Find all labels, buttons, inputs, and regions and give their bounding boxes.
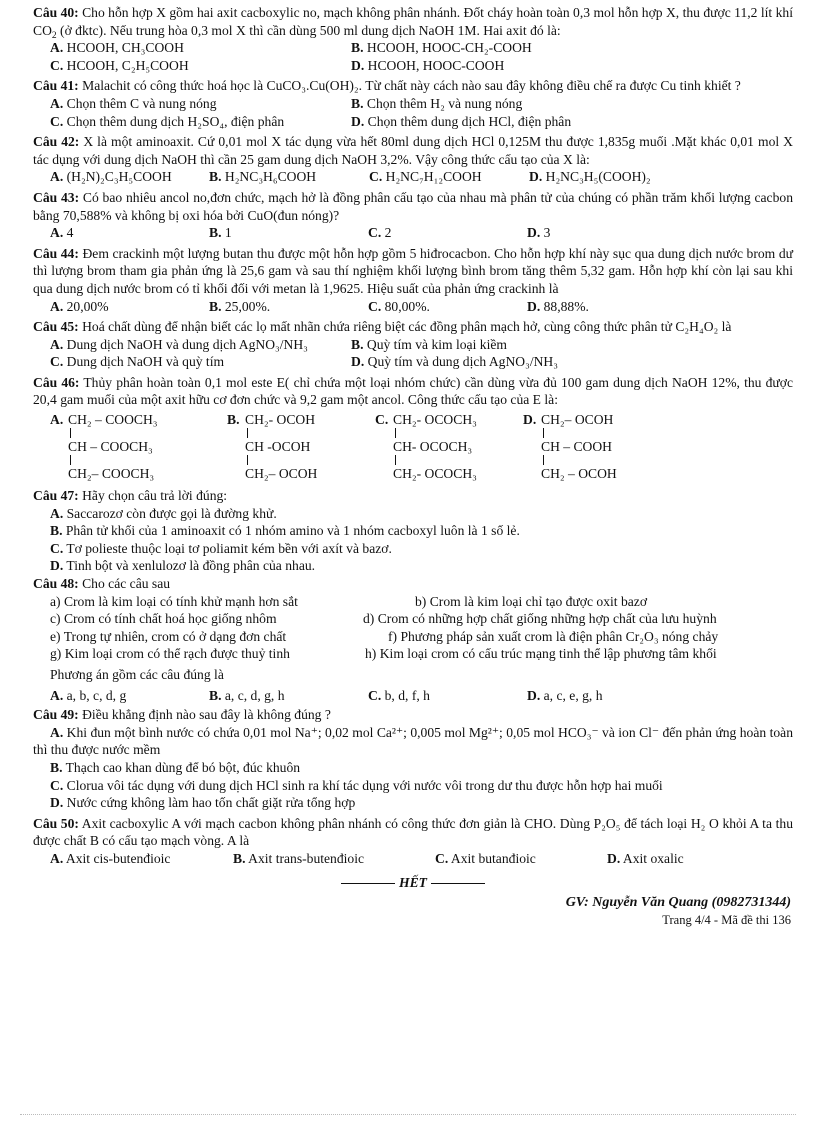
option-label: B. — [209, 687, 222, 703]
question-prompt: Phương án gồm các câu đúng là — [50, 667, 224, 682]
options-row — [33, 850, 793, 868]
bond-line — [543, 455, 544, 465]
option-label: C. — [50, 354, 64, 370]
option-label: A. — [50, 225, 64, 241]
option-text: Dung dịch NaOH và quỳ tím — [66, 354, 225, 370]
option-text: Quỳ tím và kim loại kiềm — [366, 336, 507, 352]
option-label: D. — [529, 169, 543, 185]
structure-option-b — [227, 411, 375, 485]
question-45 — [33, 318, 793, 336]
formula-line: CH₂– OCOH — [245, 466, 318, 482]
question-42 — [33, 133, 793, 168]
statement-row — [33, 610, 793, 628]
option-text: (H₂N)₂C₃H₅COOH — [66, 169, 172, 185]
formula-line: CH – COOCH₃ — [68, 439, 153, 455]
option-text: H₂NC₃H₅(COOH)₂ — [545, 169, 651, 185]
option-label: A. — [50, 724, 64, 740]
option-text: Khi đun một bình nước có chứa 0,01 mol Na⁺; 0,02 mol Ca²⁺; 0,005 mol Mg²⁺; 0,05 mol HCO₃⁻ và ion Cl⁻ đến phản ứng hoàn toàn thì thu được nước mềm — [33, 724, 793, 758]
option-label: A. — [50, 850, 64, 866]
option-text: H₂NC₃H₆COOH — [224, 169, 317, 185]
option-label: C. — [435, 850, 449, 866]
question-number: Câu 42: — [33, 134, 80, 150]
question-number: Câu 43: — [33, 189, 80, 205]
options-row — [33, 168, 793, 186]
option-text: Chọn thêm dung dịch HCl, điện phân — [367, 113, 572, 129]
question-43 — [33, 189, 793, 224]
question-text: X là một aminoaxit. Cứ 0,01 mol X tác dụng vừa hết 80ml dung dịch HCl 0,125M thu được 1,835g muối .Mặt khác 0,01 mol X tác dụng với dung dịch NaOH thì cần 25 gam dung dịch NaOH 3,2%. Vậy công thức cấu tạo của X là: — [33, 134, 793, 167]
question-44 — [33, 245, 793, 298]
options-row — [33, 336, 793, 354]
option-label: A. — [50, 336, 64, 352]
question-number: Câu 44: — [33, 245, 79, 261]
question-text: Thủy phân hoàn toàn 0,1 mol este E( chỉ chứa một loại nhóm chức) cần dùng vừa đủ 100 gam dung dịch NaOH 12%, thu được 20,4 gam muối của một axit hữu cơ đơn chức và 9,2 gam một ancol. Công thức cấu tạo của E là: — [33, 374, 793, 408]
options-row — [33, 687, 793, 705]
end-marker — [33, 874, 793, 892]
option-label: D. — [527, 225, 541, 241]
options-row — [33, 113, 793, 131]
statement-row — [33, 628, 793, 646]
question-text: Cho các câu sau — [78, 576, 171, 592]
question-number: Câu 47: — [33, 488, 79, 504]
option-text: b, d, f, h — [384, 687, 430, 703]
option — [33, 777, 793, 795]
question-text: Điều khẳng định nào sau đây là không đúng ? — [78, 707, 331, 723]
option-label: D. — [351, 113, 365, 129]
option-label: A. — [50, 505, 64, 521]
statement: b) Crom là kim loại chỉ tạo được oxit bazơ — [415, 593, 648, 609]
structure-option-c — [375, 411, 523, 485]
option-text: Thạch cao khan dùng để bó bột, đúc khuôn — [65, 759, 301, 775]
option-text: 2 — [384, 225, 392, 241]
option-label: B. — [209, 169, 222, 185]
options-row — [33, 39, 793, 57]
option-label: B. — [351, 40, 364, 56]
options-row — [33, 353, 793, 371]
option-label: B. — [50, 523, 63, 539]
option-label: B. — [50, 759, 63, 775]
option-text: Nước cứng không làm hao tốn chất giặt rửa tổng hợp — [66, 795, 356, 811]
option-label: C. — [50, 540, 64, 556]
option-text: H₂NC₇H₁₂COOH — [385, 169, 482, 185]
question-number: Câu 48: — [33, 576, 79, 592]
formula-line: CH₂- OCOCH₃ — [393, 412, 477, 428]
option-label: C. — [50, 777, 64, 793]
bond-line — [247, 428, 248, 438]
question-text: Hãy chọn câu trả lời đúng: — [78, 488, 228, 504]
option-label: C. — [368, 225, 382, 241]
option-label: B. — [209, 225, 222, 241]
option-text: 20,00% — [66, 298, 109, 314]
bond-line — [395, 455, 396, 465]
option-label: D. — [351, 57, 365, 73]
formula-line: CH – COOH — [541, 439, 612, 455]
option-text: HCOOH, C₂H₅COOH — [66, 57, 189, 73]
bond-line — [247, 455, 248, 465]
option-text: Axit trans-butenđioic — [248, 850, 365, 866]
question-41 — [33, 77, 793, 95]
question-number: Câu 40: — [33, 5, 79, 20]
statement: c) Crom có tính chất hoá học giống nhôm — [50, 611, 277, 627]
option-text: HCOOH, CH₃COOH — [66, 40, 184, 56]
option-text: 1 — [224, 225, 232, 241]
option-label: D. — [527, 298, 541, 314]
statement: f) Phương pháp sản xuất crom là điện phân Cr₂O₃ nóng chảy — [388, 628, 719, 644]
option-text: 3 — [543, 225, 551, 241]
option-text: Chọn thêm dung dịch H₂SO₄, điện phân — [66, 113, 285, 129]
option-label: B. — [209, 298, 222, 314]
bond-line — [395, 428, 396, 438]
question-50 — [33, 815, 793, 850]
option — [33, 522, 793, 540]
option-label: D. — [523, 412, 537, 428]
question-text: Hoá chất dùng để nhận biết các lọ mất nhãn chứa riêng biệt các đồng phân mạch hở, cùng công thức phân tử C₂H₄O₂ là — [78, 319, 732, 335]
formula-line: CH₂ – COOCH₃ — [68, 412, 158, 428]
option-text: Tinh bột và xenlulozơ là đồng phân của nhau. — [66, 558, 316, 574]
options-row — [33, 95, 793, 113]
option-text: Dung dịch NaOH và dung dịch AgNO₃/NH₃ — [66, 336, 308, 352]
question-47 — [33, 487, 793, 505]
statement: h) Kim loại crom có cấu trúc mạng tinh thể lập phương tâm khối — [365, 646, 717, 662]
structure-option-a — [50, 411, 227, 485]
option-label: C. — [368, 298, 382, 314]
question-46 — [33, 374, 793, 409]
option — [33, 724, 793, 759]
question-48 — [33, 575, 793, 593]
option-text: Axit oxalic — [622, 850, 684, 866]
option-label: B. — [351, 95, 364, 111]
option-label: A. — [50, 298, 64, 314]
option-label: B. — [227, 412, 240, 428]
question-40 — [33, 4, 793, 39]
structure-options — [33, 411, 793, 485]
bond-line — [70, 455, 71, 465]
option — [33, 794, 793, 812]
option-label: C. — [368, 687, 382, 703]
options-row — [33, 57, 793, 75]
option-label: D. — [50, 558, 64, 574]
statement: g) Kim loại crom có thể rạch được thuỷ tinh — [50, 646, 290, 662]
question-text: Cho hỗn hợp X gồm hai axit cacboxylic no, mạch không phân nhánh. Đốt cháy hoàn toàn 0,3 mol hỗn hợp X, thu được 11,2 lít khí CO — [33, 5, 793, 38]
formula-line: CH₂- OCOCH₃ — [393, 466, 477, 482]
question-text: Malachit có công thức hoá học là CuCO₃.Cu(OH)₂. Từ chất này cách nào sau đây không điều chế ra được Cu tinh khiết ? — [78, 78, 741, 94]
question-number: Câu 41: — [33, 78, 79, 94]
option-label: C. — [369, 169, 383, 185]
option-label: D. — [607, 850, 621, 866]
option-text: a, b, c, d, g — [66, 687, 127, 703]
option-text: Tơ polieste thuộc loại tơ poliamit kém bền với axít và bazơ. — [66, 540, 392, 556]
teacher-credit: GV: Nguyễn Văn Quang (0982731344) — [565, 895, 791, 911]
page-number: Trang 4/4 - Mã đề thi 136 — [662, 912, 791, 927]
question-text: Axit cacboxylic A với mạch cacbon không phân nhánh có công thức đơn giản là CHO. Dùng P₂O₅ để tách loại H₂ O khỏi A ta thu được chất B có cấu tạo mạch vòng. A là — [33, 815, 793, 849]
question-number: Câu 50: — [33, 815, 79, 831]
option-text: Chọn thêm C và nung nóng — [66, 95, 217, 111]
formula-line: CH₂ – OCOH — [541, 466, 617, 482]
subscript: 2 — [51, 30, 57, 41]
statement: d) Crom có những hợp chất giống những hợp chất của lưu huỳnh — [363, 611, 717, 627]
option-text: Axit butanđioic — [450, 850, 536, 866]
option-text: 80,00%. — [384, 298, 430, 314]
structure-option-d — [523, 411, 683, 485]
question-number: Câu 49: — [33, 707, 79, 723]
option-label: D. — [527, 687, 541, 703]
option-label: D. — [351, 354, 365, 370]
option — [33, 557, 793, 575]
statement-row — [33, 645, 793, 663]
option-label: A. — [50, 412, 64, 428]
option-text: Saccarozơ còn được gọi là đường khử. — [66, 505, 277, 521]
option-label: A. — [50, 95, 64, 111]
formula-line: CH₂– COOCH₃ — [68, 466, 155, 482]
option-label: B. — [233, 850, 246, 866]
question-text: Có bao nhiêu ancol no,đơn chức, mạch hở là đồng phân cấu tạo của nhau mà phân tử của chúng có phần trăm khối lượng cacbon bằng 70,588% và không bị oxi hóa bởi CuO(đun nóng)? — [33, 189, 793, 223]
question-text: (ở đktc). Nếu trung hòa 0,3 mol X thì cần dùng 500 ml dung dịch NaOH 1M. Hai axit đó là: — [56, 22, 561, 38]
option — [33, 540, 793, 558]
option-text: 88,88%. — [543, 298, 589, 314]
question-number: Câu 45: — [33, 319, 79, 335]
option-text: Quỳ tím và dung dịch AgNO₃/NH₃ — [367, 354, 558, 370]
option-label: B. — [351, 336, 364, 352]
option-text: HCOOH, HOOC-COOH — [367, 57, 505, 73]
options-row — [33, 298, 793, 316]
option-text: 25,00%. — [224, 298, 271, 314]
statement: a) Crom là kim loại có tính khử mạnh hơn sắt — [50, 593, 298, 609]
formula-line: CH₂- OCOH — [245, 412, 316, 428]
statement-row — [33, 593, 793, 611]
divider — [431, 883, 485, 884]
option-text: a, c, e, g, h — [543, 687, 603, 703]
option — [33, 505, 793, 523]
option-text: Phân tử khối của 1 aminoaxit có 1 nhóm amino và 1 nhóm cacboxyl luôn là 1 số lẻ. — [65, 523, 520, 539]
page-bottom-divider — [20, 1114, 796, 1115]
option-label: C. — [375, 412, 389, 428]
option-text: 4 — [66, 225, 74, 241]
option-label: D. — [50, 795, 64, 811]
bond-line — [70, 428, 71, 438]
bond-line — [543, 428, 544, 438]
question-number: Câu 46: — [33, 374, 80, 390]
option-text: Chọn thêm H₂ và nung nóng — [366, 95, 523, 111]
exam-page — [33, 4, 793, 929]
option-text: Clorua vôi tác dụng với dung dịch HCl sinh ra khí tác dụng với nước vôi trong dư thu được hỗn hợp hai muối — [66, 777, 663, 793]
end-text: HẾT — [399, 874, 427, 890]
options-row — [33, 224, 793, 242]
option-label: A. — [50, 40, 64, 56]
option — [33, 759, 793, 777]
option-text: Axit cis-butenđioic — [65, 850, 171, 866]
question-text: Đem crackinh một lượng butan thu được một hỗn hợp gồm 5 hiđrocacbon. Cho hỗn hợp khí này sục qua dung dịch nước brom dư thì lượng brom tham gia phản ứng là 25,6 gam và sau thí nghiệm khối lượng bình brom tăng thêm 5,32 gam. Hỗn hợp khí còn lại sau khi qua dung dịch nước brom có tỉ khối đối với metan là 1,9625. Hiệu suất của phản ứng crackinh là — [33, 245, 793, 296]
option-text: HCOOH, HOOC-CH₂-COOH — [366, 40, 532, 56]
option-label: A. — [50, 169, 64, 185]
option-label: C. — [50, 113, 64, 129]
statement: e) Trong tự nhiên, crom có ở dạng đơn chất — [50, 628, 287, 644]
option-text: a, c, d, g, h — [224, 687, 285, 703]
option-label: A. — [50, 687, 64, 703]
divider — [341, 883, 395, 884]
formula-line: CH -OCOH — [245, 439, 311, 455]
formula-line: CH- OCOCH₃ — [393, 439, 473, 455]
formula-line: CH₂– OCOH — [541, 412, 614, 428]
question-49 — [33, 706, 793, 724]
option-label: C. — [50, 57, 64, 73]
